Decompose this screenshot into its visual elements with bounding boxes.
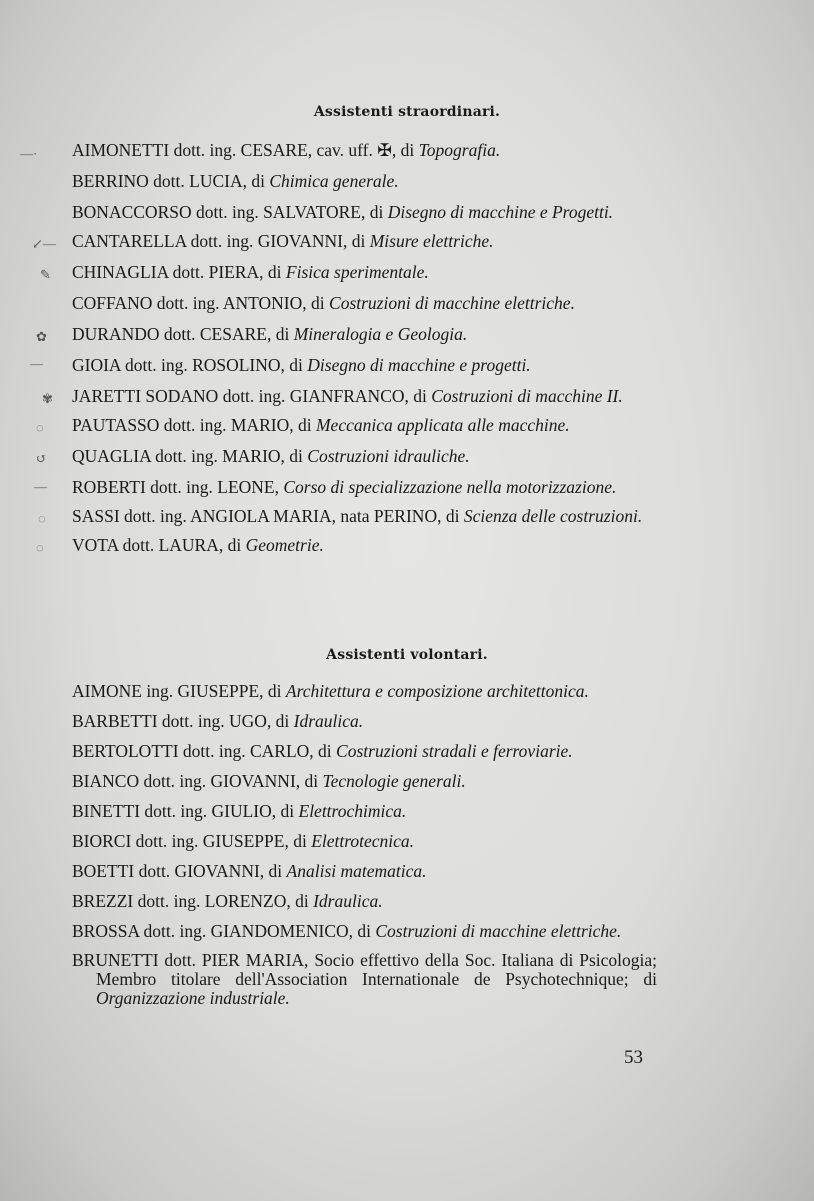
entry-name: BINETTI dott. ing. GIULIO, di bbox=[72, 801, 299, 821]
entry-name: BREZZI dott. ing. LORENZO, di bbox=[72, 891, 314, 911]
list-item bbox=[72, 832, 657, 851]
entry-subject: Costruzioni di macchine elettriche. bbox=[329, 293, 575, 313]
entry-subject: Organizzazione industriale. bbox=[96, 988, 290, 1008]
list-item bbox=[72, 712, 657, 731]
margin-annotation-icon: ◌ bbox=[36, 420, 44, 435]
list-item bbox=[72, 892, 657, 911]
entry-subject: Chimica generale. bbox=[269, 171, 399, 191]
entry-name: PAUTASSO dott. ing. MARIO, di bbox=[72, 415, 316, 435]
section-title-straordinari: Assistenti straordinari. bbox=[313, 104, 501, 120]
entry-subject: Elettrotecnica. bbox=[311, 831, 415, 851]
list-item bbox=[72, 294, 657, 313]
list-item bbox=[36, 324, 657, 344]
entry-name: GIOIA dott. ing. ROSOLINO, di bbox=[72, 355, 308, 375]
margin-annotation-icon: ✎ bbox=[40, 267, 51, 282]
list-item bbox=[72, 922, 657, 941]
entry-subject: Misure elettriche. bbox=[369, 231, 494, 251]
entry-name: DURANDO dott. CESARE, di bbox=[72, 324, 294, 344]
entry-name: ROBERTI dott. ing. LEONE, bbox=[72, 477, 284, 497]
list-item bbox=[38, 506, 657, 526]
list-item bbox=[20, 140, 657, 161]
entry-subject: Fisica sperimentale. bbox=[285, 262, 429, 282]
entry-subject: Meccanica applicata alle macchine. bbox=[315, 415, 570, 435]
entry-name: AIMONETTI dott. ing. CESARE, cav. uff. ✠, di bbox=[72, 140, 419, 160]
entry-subject: Topografia. bbox=[418, 140, 501, 160]
entry-name: AIMONE ing. GIUSEPPE, di bbox=[72, 681, 286, 701]
entry-name: BRUNETTI dott. PIER MARIA, Socio effettivo della Soc. Italiana di Psicologia; Membro titolare dell'Association Internationale de Psychotechnique; di bbox=[72, 950, 657, 989]
list-item bbox=[72, 682, 657, 701]
list-item bbox=[72, 203, 657, 222]
margin-annotation-icon: ✿ bbox=[36, 329, 47, 344]
entry-subject: Costruzioni di macchine elettriche. bbox=[375, 921, 622, 941]
entry-subject: Tecnologie generali. bbox=[322, 771, 466, 791]
entry-subject: Costruzioni idrauliche. bbox=[307, 446, 470, 466]
entry-subject: Mineralogia e Geologia. bbox=[293, 324, 468, 344]
entry-subject: Geometrie. bbox=[245, 535, 324, 555]
entry-name: BERTOLOTTI dott. ing. CARLO, di bbox=[72, 741, 337, 761]
list-item bbox=[36, 446, 657, 466]
entry-subject: Scienza delle costruzioni. bbox=[463, 506, 643, 526]
entry-name: BROSSA dott. ing. GIANDOMENICO, di bbox=[72, 921, 376, 941]
entry-subject: Disegno di macchine e Progetti. bbox=[387, 202, 614, 222]
entry-name: BARBETTI dott. ing. UGO, di bbox=[72, 711, 294, 731]
list-item bbox=[72, 772, 657, 791]
list-item bbox=[34, 477, 657, 497]
entry-name: BONACCORSO dott. ing. SALVATORE, di bbox=[72, 202, 388, 222]
entry-name: BIANCO dott. ing. GIOVANNI, di bbox=[72, 771, 323, 791]
margin-annotation-icon: ◌ bbox=[38, 511, 46, 526]
list-item bbox=[42, 386, 657, 406]
entry-name: CHINAGLIA dott. PIERA, di bbox=[72, 262, 286, 282]
section-title-volontari: Assistenti volontari. bbox=[326, 647, 488, 663]
entry-subject: Architettura e composizione architettonica. bbox=[285, 681, 589, 701]
straordinari-list bbox=[20, 140, 657, 567]
list-item bbox=[36, 415, 657, 435]
entry-subject: Costruzioni stradali e ferroviarie. bbox=[336, 741, 573, 761]
entry-name: BIORCI dott. ing. GIUSEPPE, di bbox=[72, 831, 312, 851]
list-item bbox=[72, 862, 657, 881]
entry-name: COFFANO dott. ing. ANTONIO, di bbox=[72, 293, 330, 313]
margin-annotation-icon: ✾ bbox=[42, 391, 53, 406]
entry-subject: Idraulica. bbox=[293, 711, 364, 731]
list-item bbox=[72, 951, 657, 1008]
entry-subject: Idraulica. bbox=[313, 891, 383, 911]
list-item bbox=[72, 802, 657, 821]
entry-subject: Elettrochimica. bbox=[298, 801, 407, 821]
margin-annotation-icon: ↺ bbox=[36, 451, 47, 466]
list-item bbox=[72, 742, 657, 761]
margin-annotation-icon: — bbox=[34, 479, 47, 494]
entry-name: VOTA dott. LAURA, di bbox=[72, 535, 246, 555]
entry-subject: Costruzioni di macchine II. bbox=[431, 386, 623, 406]
margin-annotation-icon: —· bbox=[20, 146, 38, 161]
entry-subject: Analisi matematica. bbox=[286, 861, 427, 881]
list-item bbox=[30, 355, 657, 375]
entry-subject: Disegno di macchine e progetti. bbox=[307, 355, 531, 375]
entry-name: SASSI dott. ing. ANGIOLA MARIA, nata PERINO, di bbox=[72, 506, 464, 526]
list-item bbox=[40, 262, 657, 282]
volontari-list bbox=[72, 682, 657, 1018]
list-item bbox=[72, 172, 657, 191]
entry-name: CANTARELLA dott. ing. GIOVANNI, di bbox=[72, 231, 370, 251]
page-number: 53 bbox=[624, 1047, 643, 1068]
entry-name: QUAGLIA dott. ing. MARIO, di bbox=[72, 446, 308, 466]
margin-annotation-icon: ◌ bbox=[36, 540, 44, 555]
list-item bbox=[36, 535, 657, 555]
margin-annotation-icon: ↙— bbox=[32, 236, 56, 251]
entry-name: BERRINO dott. LUCIA, di bbox=[72, 171, 270, 191]
entry-subject: Corso di specializzazione nella motorizzazione. bbox=[283, 477, 617, 497]
margin-annotation-icon: — bbox=[30, 356, 43, 371]
entry-name: JARETTI SODANO dott. ing. GIANFRANCO, di bbox=[72, 386, 432, 406]
list-item bbox=[32, 231, 657, 251]
entry-name: BOETTI dott. GIOVANNI, di bbox=[72, 861, 287, 881]
